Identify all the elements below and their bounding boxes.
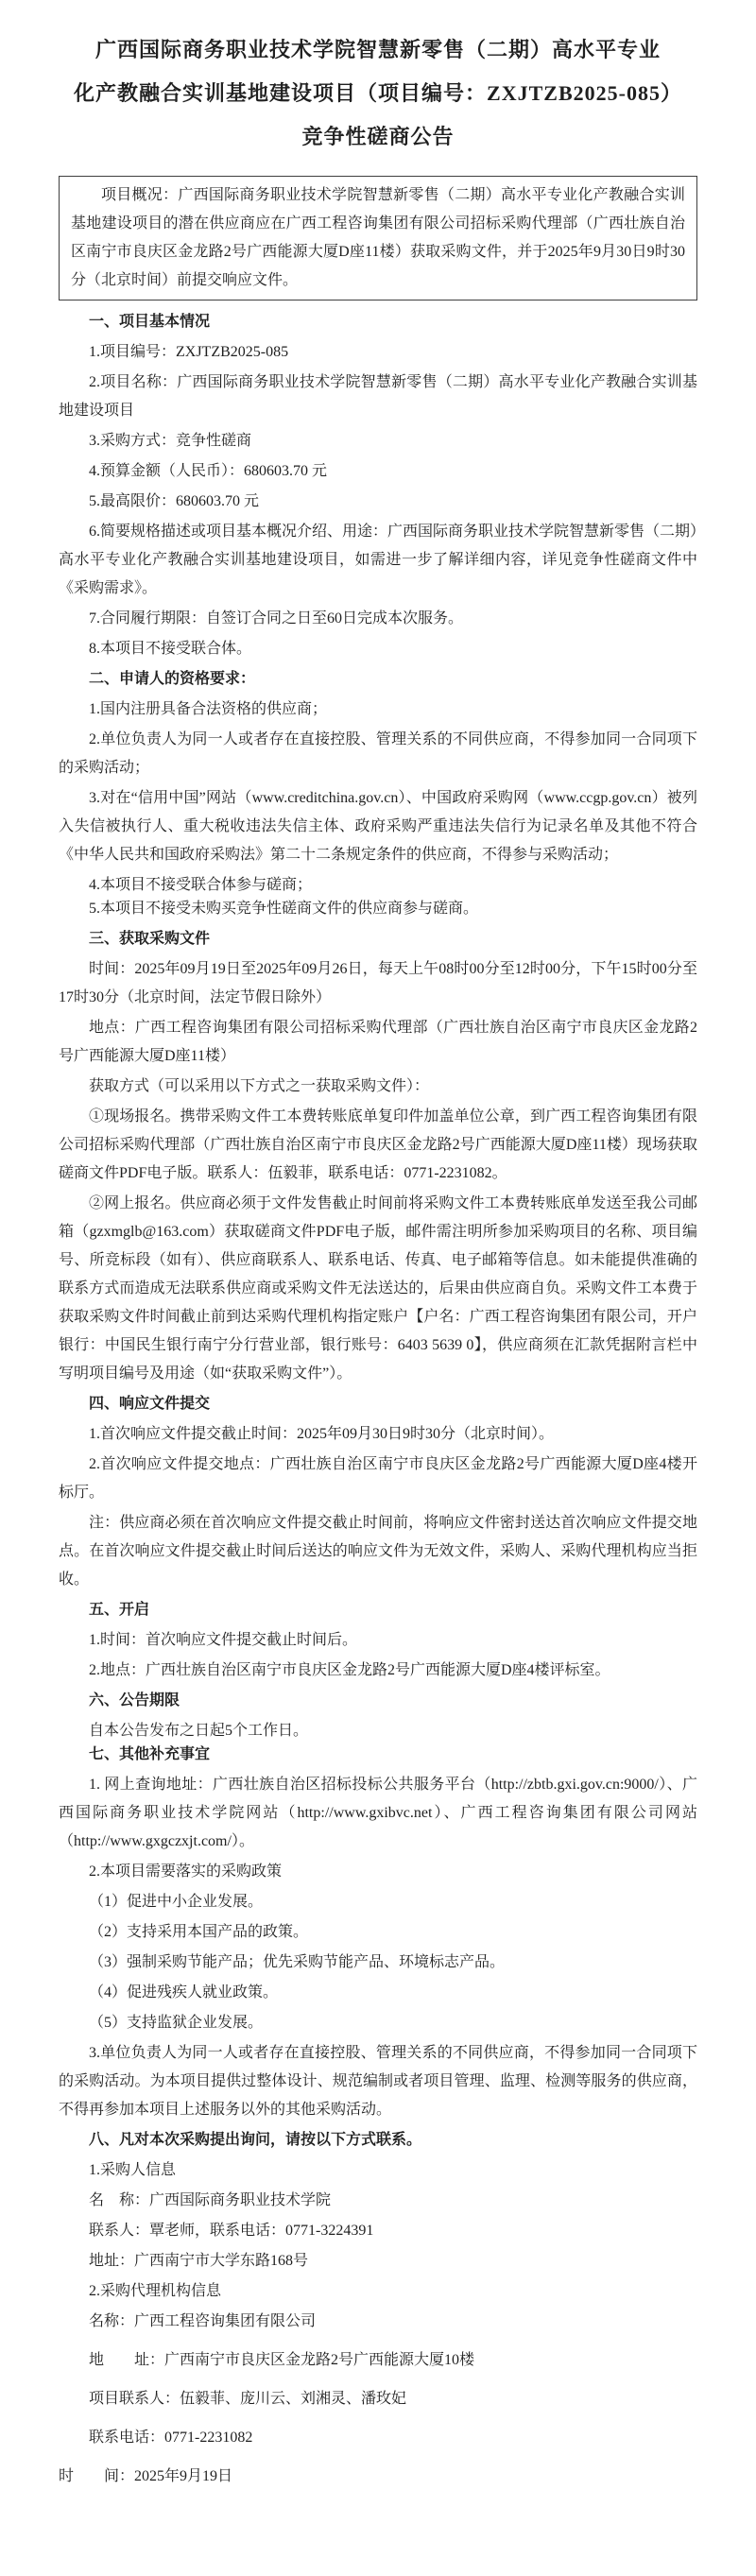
max-price: 5.最高限价：680603.70 元 [89,493,260,509]
online-query-urls: 1. 网上查询地址：广西壮族自治区招标投标公共服务平台（http://zbtb.gxi.gov.cn:9000/）、广西国际商务职业技术学院网站（http://www.gxibvc.net）、广西工程咨询集团有限公司网站（http://www.gxgczxjt.com/）。 [59,1777,697,1849]
qualification-4: 4.本项目不接受联合体参与磋商； [89,877,313,893]
document-place: 地点：广西工程咨询集团有限公司招标采购代理部（广西壮族自治区南宁市良庆区金龙路2号广西能源大厦D座11楼） [59,1020,697,1064]
response-deadline: 1.首次响应文件提交截止时间：2025年09月30日9时30分（北京时间）。 [89,1426,555,1442]
agency-phone: 联系电话：0771-2231082 [89,2430,253,2446]
project-number: 1.项目编号：ZXJTZB2025-085 [89,344,289,360]
project-overview-text: 项目概况：广西国际商务职业技术学院智慧新零售（二期）高水平专业化产教融合实训基地建设项目的潜在供应商应在广西工程咨询集团有限公司招标采购代理部（广西壮族自治区南宁市良庆区金龙路2号广西能源大厦D座11楼）获取采购文件，并于2025年9月30日9时30分（北京时间）前提交响应文件。 [71,187,685,288]
response-place: 2.首次响应文件提交地点：广西壮族自治区南宁市良庆区金龙路2号广西能源大厦D座4楼开标厅。 [59,1456,697,1501]
purchaser-info-heading: 1.采购人信息 [89,2162,177,2178]
qualification-3: 3.对在“信用中国”网站（www.creditchina.gov.cn）、中国政府采购网（www.ccgp.gov.cn）被列入失信被执行人、重大税收违法失信主体、政府采购严重违法失信行为记录名单及其他不符合《中华人民共和国政府采购法》第二十二条规定条件的供应商，不得参与采购活动； [59,790,697,863]
obtain-method-onsite: ①现场报名。携带采购文件工本费转账底单复印件加盖单位公章，到广西工程咨询集团有限公司招标采购代理部（广西壮族自治区南宁市良庆区金龙路2号广西能源大厦D座11楼）现场获取磋商文件PDF电子版。联系人：伍毅菲，联系电话：0771-2231082。 [59,1108,697,1181]
policy-4: （4）促进残疾人就业政策。 [89,1984,279,2001]
project-name: 2.项目名称：广西国际商务职业技术学院智慧新零售（二期）高水平专业化产教融合实训基地建设项目 [59,374,697,419]
section-5-heading: 五、开启 [89,1602,150,1618]
policy-1: （1）促进中小企业发展。 [89,1894,264,1910]
section-1-heading: 一、项目基本情况 [89,314,211,330]
policy-3: （3）强制采购节能产品；优先采购节能产品、环境标志产品。 [89,1954,506,1970]
opening-place: 2.地点：广西壮族自治区南宁市良庆区金龙路2号广西能源大厦D座4楼评标室。 [89,1662,610,1678]
title-line-1: 广西国际商务职业技术学院智慧新零售（二期）高水平专业 [94,38,661,61]
no-consortium: 8.本项目不接受联合体。 [89,641,252,657]
procurement-method: 3.采购方式：竞争性磋商 [89,433,252,449]
qualification-2: 2.单位负责人为同一人或者存在直接控股、管理关系的不同供应商，不得参加同一合同项下的采购活动； [59,731,697,776]
purchaser-name: 名 称：广西国际商务职业技术学院 [89,2192,332,2208]
other-note-3: 3.单位负责人为同一人或者存在直接控股、管理关系的不同供应商，不得参加同一合同项下的采购活动。为本项目提供过整体设计、规范编制或者项目管理、监理、检测等服务的供应商，不得再参加本项目上述服务以外的其他采购活动。 [59,2045,697,2118]
qualification-5: 5.本项目不接受未购买竞争性磋商文件的供应商参与磋商。 [89,901,479,917]
brief-description: 6.简要规格描述或项目基本概况介绍、用途：广西国际商务职业技术学院智慧新零售（二期）高水平专业化产教融合实训基地建设项目，如需进一步了解详细内容，详见竞争性磋商文件中《采购需求》。 [59,524,698,596]
document-body [59,308,697,2491]
policy-intro: 2.本项目需要落实的采购政策 [89,1863,283,1880]
qualification-1: 1.国内注册具备合法资格的供应商； [89,701,328,717]
agency-info-heading: 2.采购代理机构信息 [89,2283,222,2299]
agency-address: 地 址：广西南宁市良庆区金龙路2号广西能源大厦10楼 [89,2352,475,2368]
title-line-3: 竞争性磋商公告 [301,125,455,148]
section-3-heading: 三、获取采购文件 [89,931,211,947]
budget-amount: 4.预算金额（人民币）：680603.70 元 [89,463,328,479]
policy-2: （2）支持采用本国产品的政策。 [89,1924,309,1940]
section-7-heading: 七、其他补充事宜 [89,1746,211,1762]
section-4-heading: 四、响应文件提交 [89,1396,211,1412]
title-line-2: 化产教融合实训基地建设项目（项目编号：ZXJTZB2025-085） [74,81,682,105]
policy-5: （5）支持监狱企业发展。 [89,2015,264,2031]
response-note: 注：供应商必须在首次响应文件提交截止时间前，将响应文件密封送达首次响应文件提交地点。在首次响应文件提交截止时间后送达的响应文件为无效文件，采购人、采购代理机构应当拒收。 [59,1515,697,1588]
section-6-heading: 六、公告期限 [89,1692,180,1709]
obtain-method-intro: 获取方式（可以采用以下方式之一获取采购文件）： [89,1078,430,1094]
document-time: 时间：2025年09月19日至2025年09月26日，每天上午08时00分至12时00分，下午15时00分至17时30分（北京时间，法定节假日除外） [59,961,697,1005]
opening-time: 1.时间：首次响应文件提交截止时间后。 [89,1632,358,1648]
document-title [59,28,697,159]
agency-name: 名称：广西工程咨询集团有限公司 [89,2313,317,2329]
announcement-period: 自本公告发布之日起5个工作日。 [89,1723,309,1739]
obtain-method-online: ②网上报名。供应商必须于文件发售截止时间前将采购文件工本费转账底单发送至我公司邮箱（gzxmglb@163.com）获取磋商文件PDF电子版，邮件需注明所参加采购项目的名称、项目编号、所竞标段（如有）、供应商联系人、联系电话、传真、电子邮箱等信息。如未能提供准确的联系方式而造成无法联系供应商或采购文件无法送达的，后果由供应商自负。采购文件工本费于获取采购文件时间截止前到达采购代理机构指定账户【户名：广西工程咨询集团有限公司，开户银行：中国民生银行南宁分行营业部，银行账号：6403 5639 0】，供应商须在汇款凭据附言栏中写明项目编号及用途（如“获取采购文件”）。 [59,1195,697,1382]
purchaser-contact: 联系人：覃老师，联系电话：0771-3224391 [89,2223,374,2239]
purchaser-address: 地址：广西南宁市大学东路168号 [89,2253,309,2269]
project-overview-box [59,176,697,301]
contract-period: 7.合同履行期限：自签订合同之日至60日完成本次服务。 [89,610,464,627]
agency-project-contacts: 项目联系人：伍毅菲、庞川云、刘湘灵、潘玫妃 [89,2391,407,2407]
section-8-heading: 八、凡对本次采购提出询问，请按以下方式联系。 [89,2132,422,2148]
announcement-date: 时 间：2025年9月19日 [59,2468,233,2484]
section-2-heading: 二、申请人的资格要求： [89,671,256,687]
